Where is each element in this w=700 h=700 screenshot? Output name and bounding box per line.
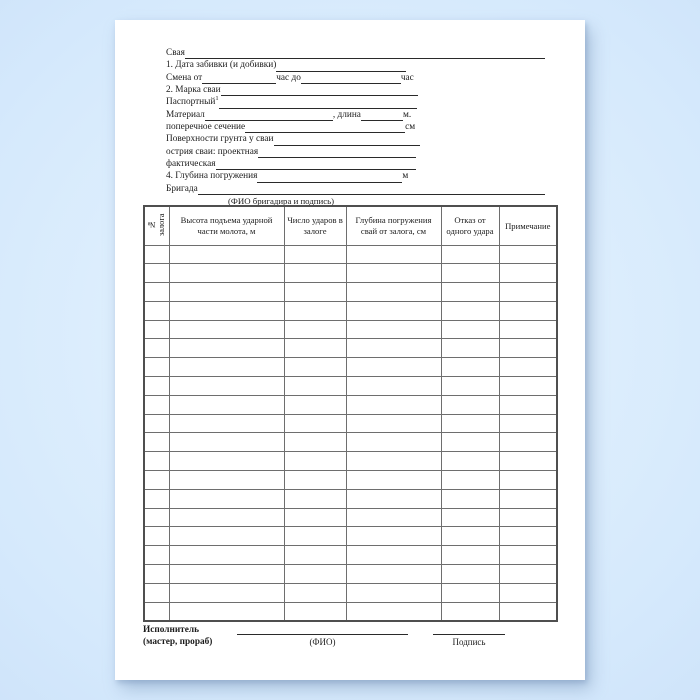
table-cell bbox=[441, 471, 499, 490]
table-cell bbox=[144, 452, 169, 471]
table-cell bbox=[441, 358, 499, 377]
form-line-9 bbox=[166, 146, 545, 158]
table-cell bbox=[441, 245, 499, 264]
table-cell bbox=[441, 395, 499, 414]
table-cell bbox=[284, 339, 346, 358]
blank-underline bbox=[219, 96, 417, 108]
table-cell bbox=[441, 264, 499, 283]
table-cell bbox=[144, 414, 169, 433]
table-cell bbox=[499, 565, 557, 584]
table-cell bbox=[169, 320, 284, 339]
table-cell bbox=[144, 395, 169, 414]
table-cell bbox=[284, 452, 346, 471]
signature-area bbox=[433, 634, 505, 648]
table-cell bbox=[144, 508, 169, 527]
table-cell bbox=[346, 489, 441, 508]
field-label: м bbox=[402, 171, 409, 182]
table-cell bbox=[499, 320, 557, 339]
table-cell bbox=[346, 565, 441, 584]
form-line-2 bbox=[166, 59, 545, 71]
executor-subtitle: (мастер, прораб) bbox=[143, 637, 213, 647]
form-line-12 bbox=[166, 183, 545, 195]
table-cell bbox=[284, 377, 346, 396]
column-header-5: Отказ от одного удара bbox=[441, 206, 499, 245]
table-row bbox=[144, 471, 557, 490]
table-cell bbox=[169, 395, 284, 414]
table-cell bbox=[441, 565, 499, 584]
table-cell bbox=[284, 301, 346, 320]
table-row bbox=[144, 452, 557, 471]
table-cell bbox=[144, 301, 169, 320]
executor-title: Исполнитель bbox=[143, 625, 199, 635]
table-cell bbox=[441, 546, 499, 565]
blank-underline bbox=[221, 84, 418, 96]
table-header-row bbox=[144, 206, 557, 245]
table-cell bbox=[346, 452, 441, 471]
table-cell bbox=[169, 489, 284, 508]
table-cell bbox=[441, 283, 499, 302]
table-cell bbox=[169, 452, 284, 471]
table-cell bbox=[346, 414, 441, 433]
table-row bbox=[144, 377, 557, 396]
table-cell bbox=[169, 546, 284, 565]
table-cell bbox=[144, 602, 169, 621]
table-cell bbox=[169, 283, 284, 302]
field-label: Смена от bbox=[166, 72, 203, 83]
table-cell bbox=[346, 433, 441, 452]
field-label: Паспортный$^1$ bbox=[166, 95, 219, 108]
table-row bbox=[144, 245, 557, 264]
table-cell bbox=[169, 565, 284, 584]
executor-label bbox=[143, 624, 243, 648]
form-line-1 bbox=[166, 47, 545, 59]
table-cell bbox=[499, 283, 557, 302]
field-label: Материал bbox=[166, 109, 205, 120]
table-row bbox=[144, 546, 557, 565]
form-line-4 bbox=[166, 84, 545, 96]
table-row bbox=[144, 489, 557, 508]
table-row bbox=[144, 320, 557, 339]
table-cell bbox=[499, 452, 557, 471]
pile-log-table bbox=[143, 205, 558, 622]
table-cell bbox=[441, 433, 499, 452]
table-cell bbox=[169, 339, 284, 358]
brigade-caption: (ФИО бригадира и подпись) bbox=[228, 196, 335, 207]
blank-underline bbox=[205, 109, 333, 121]
table-cell bbox=[441, 489, 499, 508]
table-cell bbox=[144, 489, 169, 508]
table-cell bbox=[441, 452, 499, 471]
table-cell bbox=[144, 433, 169, 452]
form-line-10 bbox=[166, 158, 545, 170]
table-cell bbox=[169, 527, 284, 546]
blank-underline bbox=[202, 72, 276, 84]
table-cell bbox=[284, 320, 346, 339]
column-header-6: Примечание bbox=[499, 206, 557, 245]
table-cell bbox=[284, 283, 346, 302]
table-cell bbox=[346, 377, 441, 396]
table-cell bbox=[346, 546, 441, 565]
table-cell bbox=[144, 546, 169, 565]
table-cell bbox=[499, 433, 557, 452]
field-label: час до bbox=[276, 72, 301, 83]
form-line-6 bbox=[166, 109, 545, 121]
signature-blank-line bbox=[433, 634, 505, 635]
table-cell bbox=[346, 245, 441, 264]
form-line-5 bbox=[166, 96, 545, 108]
blank-underline bbox=[258, 146, 416, 158]
table-cell bbox=[284, 508, 346, 527]
table-cell bbox=[144, 471, 169, 490]
field-label: Поверхности грунта у сваи bbox=[166, 134, 274, 145]
table-cell bbox=[284, 527, 346, 546]
table-cell bbox=[499, 602, 557, 621]
table-row bbox=[144, 358, 557, 377]
column-header-2: Высота подъема ударной части молота, м bbox=[169, 206, 284, 245]
table-row bbox=[144, 565, 557, 584]
table-cell bbox=[346, 320, 441, 339]
table-cell bbox=[284, 414, 346, 433]
table-row bbox=[144, 414, 557, 433]
table-cell bbox=[144, 565, 169, 584]
form-header-fields bbox=[166, 47, 545, 207]
table-cell bbox=[499, 471, 557, 490]
table-cell bbox=[144, 358, 169, 377]
table-cell bbox=[499, 489, 557, 508]
blank-underline bbox=[301, 72, 401, 84]
table-cell bbox=[346, 301, 441, 320]
table-cell bbox=[169, 433, 284, 452]
table-cell bbox=[144, 245, 169, 264]
table-cell bbox=[499, 395, 557, 414]
table-cell bbox=[499, 358, 557, 377]
table-cell bbox=[499, 245, 557, 264]
table-row bbox=[144, 283, 557, 302]
table-cell bbox=[441, 414, 499, 433]
table-cell bbox=[346, 471, 441, 490]
table-cell bbox=[346, 527, 441, 546]
field-label: 1. Дата забивки (и добивки) bbox=[166, 60, 277, 71]
blank-underline bbox=[276, 59, 406, 71]
table-row bbox=[144, 395, 557, 414]
table-cell bbox=[284, 546, 346, 565]
table-cell bbox=[144, 320, 169, 339]
field-label: час bbox=[400, 72, 414, 83]
table-row bbox=[144, 527, 557, 546]
form-line-7 bbox=[166, 121, 545, 133]
fio-caption: (ФИО) bbox=[309, 637, 336, 647]
blank-underline bbox=[257, 170, 402, 182]
table-row bbox=[144, 339, 557, 358]
blank-underline bbox=[274, 133, 420, 145]
table-cell bbox=[284, 433, 346, 452]
table-row bbox=[144, 433, 557, 452]
table-cell bbox=[499, 377, 557, 396]
document-sheet bbox=[115, 20, 585, 680]
table-cell bbox=[169, 602, 284, 621]
form-line-3 bbox=[166, 72, 545, 84]
blank-underline bbox=[198, 183, 545, 195]
table-cell bbox=[441, 377, 499, 396]
field-label: Свая bbox=[166, 48, 185, 58]
rotated-header-text: № залога bbox=[147, 213, 166, 236]
table-cell bbox=[144, 527, 169, 546]
table-cell bbox=[441, 583, 499, 602]
table-cell bbox=[346, 602, 441, 621]
table-cell bbox=[499, 301, 557, 320]
blank-underline bbox=[185, 47, 545, 59]
table-cell bbox=[144, 583, 169, 602]
table-cell bbox=[284, 264, 346, 283]
blank-underline bbox=[361, 109, 403, 121]
table-cell bbox=[169, 508, 284, 527]
field-label: см bbox=[405, 122, 416, 133]
table-cell bbox=[284, 489, 346, 508]
table-row bbox=[144, 583, 557, 602]
field-label: 2. Марка сваи bbox=[166, 85, 221, 96]
form-line-8 bbox=[166, 133, 545, 145]
table-cell bbox=[284, 395, 346, 414]
table-cell bbox=[441, 301, 499, 320]
table-cell bbox=[499, 414, 557, 433]
table-cell bbox=[284, 602, 346, 621]
table-cell bbox=[284, 565, 346, 584]
blank-underline bbox=[216, 158, 416, 170]
table-cell bbox=[169, 301, 284, 320]
table-cell bbox=[169, 264, 284, 283]
table-cell bbox=[284, 471, 346, 490]
table-cell bbox=[144, 339, 169, 358]
table-cell bbox=[144, 377, 169, 396]
table-cell bbox=[346, 283, 441, 302]
table-cell bbox=[346, 264, 441, 283]
table-cell bbox=[169, 583, 284, 602]
table-cell bbox=[284, 583, 346, 602]
table-cell bbox=[346, 583, 441, 602]
footnote-marker: 1 bbox=[215, 95, 219, 103]
table-cell bbox=[499, 583, 557, 602]
table-cell bbox=[441, 602, 499, 621]
column-header-3: Число ударов в залоге bbox=[284, 206, 346, 245]
table-cell bbox=[346, 395, 441, 414]
field-label: острия сваи: проектная bbox=[166, 146, 259, 157]
table-cell bbox=[499, 339, 557, 358]
table-cell bbox=[169, 358, 284, 377]
table-cell bbox=[499, 527, 557, 546]
table-row bbox=[144, 301, 557, 320]
field-label: м. bbox=[402, 109, 412, 120]
blank-underline bbox=[245, 121, 405, 133]
table-cell bbox=[284, 245, 346, 264]
signature-caption: Подпись bbox=[452, 637, 486, 647]
column-header-1 bbox=[144, 206, 169, 245]
field-label: поперечное сечение bbox=[166, 122, 246, 133]
fio-signature-area bbox=[237, 634, 408, 648]
table-cell bbox=[144, 283, 169, 302]
table-cell bbox=[499, 508, 557, 527]
table-cell bbox=[499, 264, 557, 283]
field-label: , длина bbox=[332, 109, 361, 120]
column-header-4: Глубина погружения свай от залога, см bbox=[346, 206, 441, 245]
table-cell bbox=[346, 358, 441, 377]
table-cell bbox=[346, 508, 441, 527]
table-cell bbox=[169, 245, 284, 264]
table-cell bbox=[441, 320, 499, 339]
form-line-11 bbox=[166, 170, 545, 182]
table-row bbox=[144, 264, 557, 283]
table-cell bbox=[169, 377, 284, 396]
table-head bbox=[144, 206, 557, 245]
field-label: 4. Глубина погружения bbox=[166, 171, 258, 182]
table-cell bbox=[169, 414, 284, 433]
table-cell bbox=[144, 264, 169, 283]
table-cell bbox=[284, 358, 346, 377]
table-row bbox=[144, 602, 557, 621]
fio-blank-line bbox=[237, 634, 408, 635]
table-body bbox=[144, 245, 557, 621]
field-label: Бригада bbox=[166, 183, 198, 194]
table-cell bbox=[499, 546, 557, 565]
table-cell bbox=[441, 508, 499, 527]
table-cell bbox=[441, 339, 499, 358]
table-cell bbox=[346, 339, 441, 358]
field-label: фактическая bbox=[166, 159, 216, 170]
table-row bbox=[144, 508, 557, 527]
table-cell bbox=[169, 471, 284, 490]
table-cell bbox=[441, 527, 499, 546]
